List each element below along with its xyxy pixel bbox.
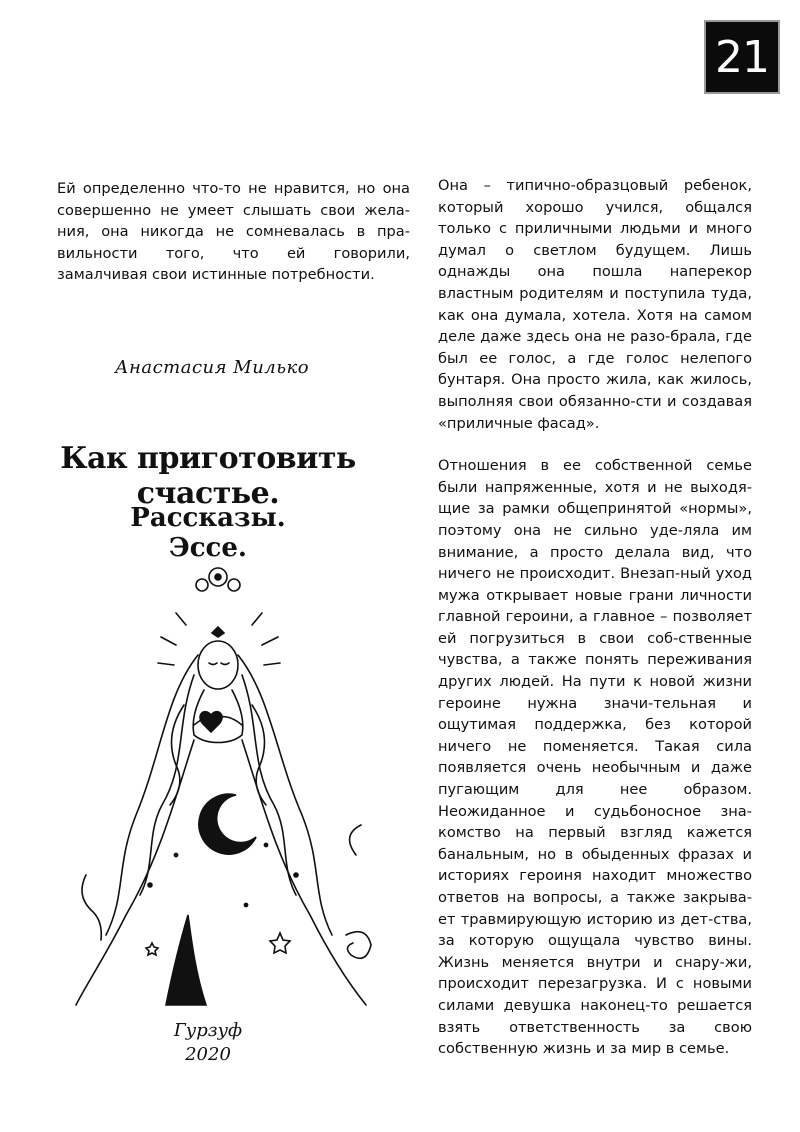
page-number: 21: [704, 20, 780, 94]
intro-paragraph: Ей определенно что-то не нравится, но она совершенно не умеет слышать свои жела-ния, она никогда не сомневалась в пра-вильности того, что ей говорили, замалчивая свои истинные потребности.: [57, 180, 410, 283]
cover-title: Как приготовить счастье.: [60, 441, 356, 511]
cover-author: Анастасия Милько: [114, 357, 310, 378]
cover-subtitle: Рассказы. Эссе.: [130, 503, 286, 563]
cover-year: 2020: [185, 1044, 231, 1065]
right-paragraph-2: Отношения в ее собственной семье были напряженные, хотя и не выходя-щие за рамки общепринятой «нормы», поэтому она не сильно уде-ляла им внимание, а просто делала вид, что ничего не происходит. Внезап-ный уход мужа открывает новые грани личности главной героини, а главное – позволяет ей погрузиться в свои соб-ственные чувства, а также понять переживания других людей. На пути к новой жизни героине нужна значи-тельная и ощутимая поддержка, без которой ничего не поменяется. Такая сила появляется очень необычным и даже пугающим для нее образом. Неожиданное и судьбоносное зна-комство на первый взгляд кажется банальным, но в обыденных фразах и историях героиня находит множество ответов на вопросы, а также закрыва-ет травмирующую историю из дет-ства, за которую ощущала чувство вины. Жизнь меняется внутри и снару-жи, происходит перезагрузка. И с новыми силами девушка наконец-то решается взять ответственность за свою собственную жизнь и за мир в семье.: [438, 457, 752, 1058]
right-paragraph-1: Она – типично-образцовый ребенок, который хорошо учился, общался только с приличными людьми и много думал о светлом будущем. Лишь однажды она пошла наперекор властным родителям и поступила туда, как она думала, хотела. Хотя на самом деле даже здесь она не разо-брала, где был ее голос, а где голос нелепого бунтаря. Она просто жила, как жилось, выполняя свои обязанно-сти и создавая «приличные фасад».: [438, 177, 752, 432]
right-column: [438, 175, 752, 1081]
cover-place: Гурзуф: [173, 1020, 243, 1041]
woman-with-moon-illustration: [66, 555, 386, 1010]
